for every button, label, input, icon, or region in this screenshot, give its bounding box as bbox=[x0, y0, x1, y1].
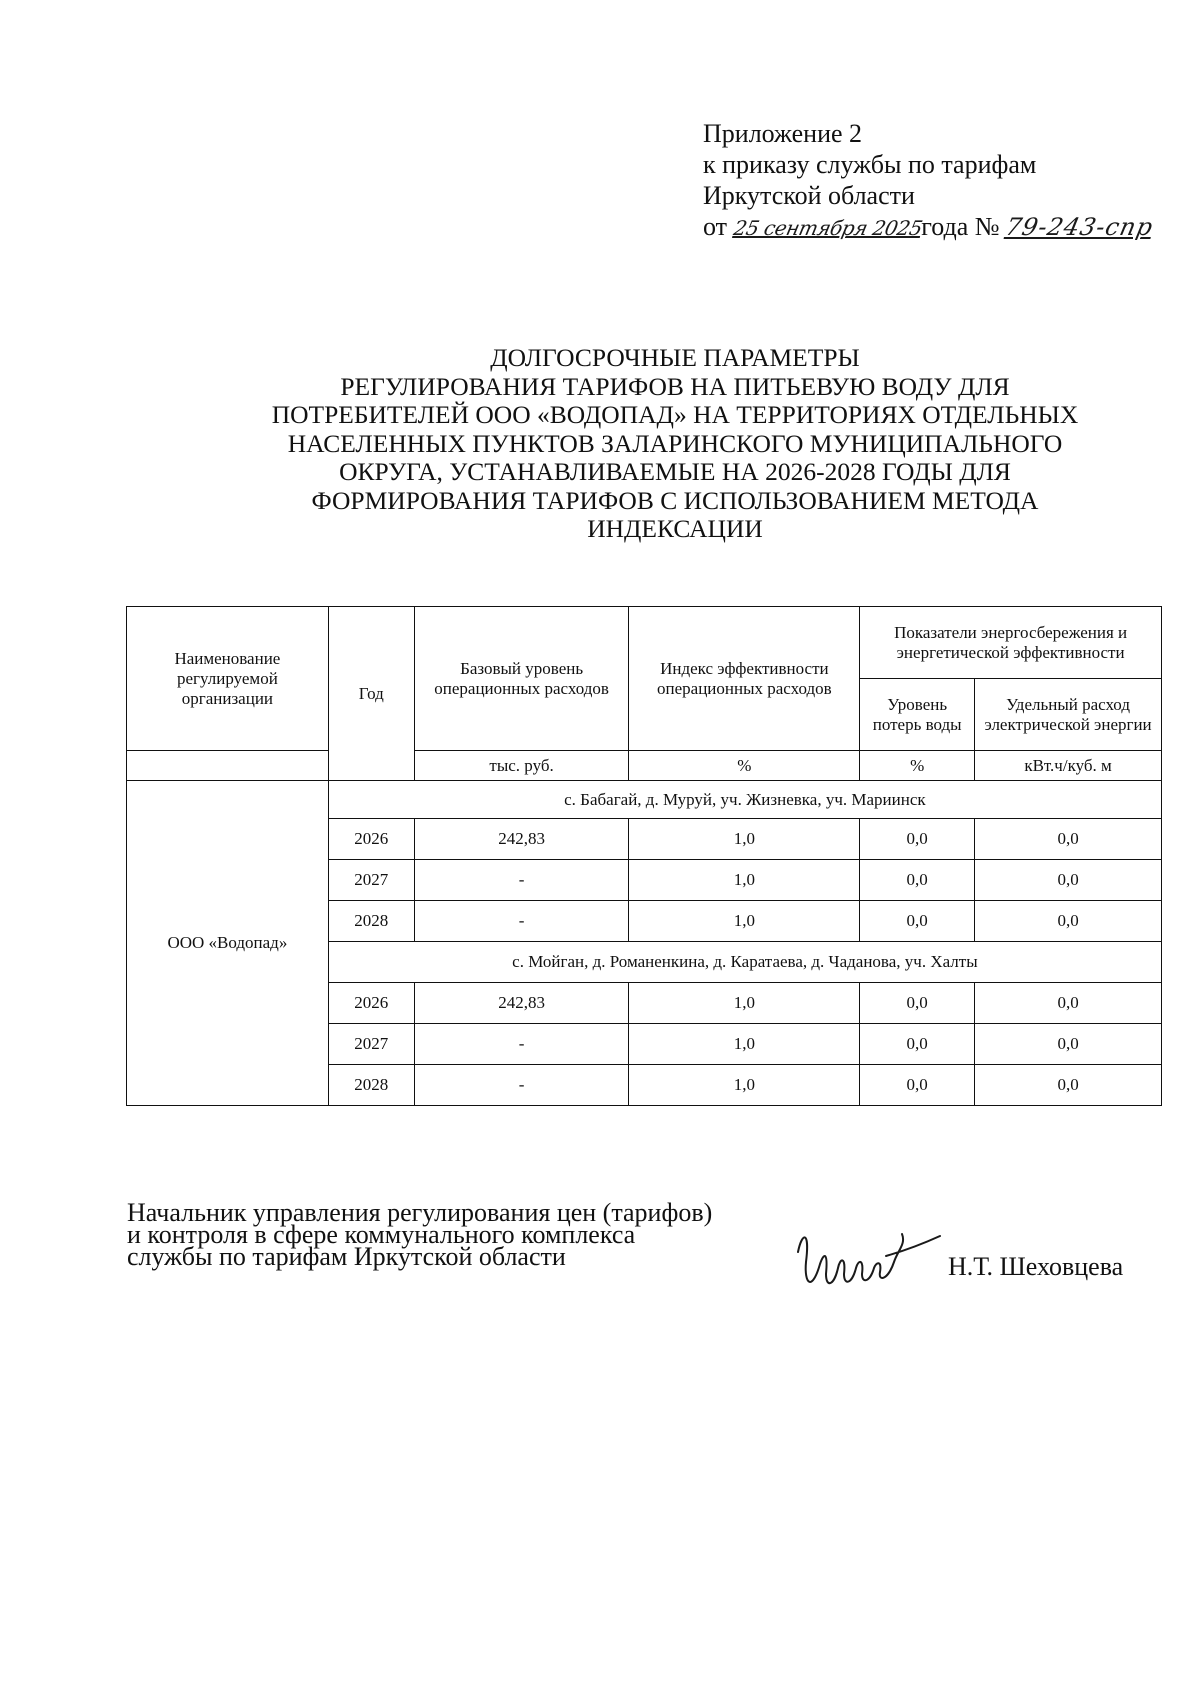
cell-loss: 0,0 bbox=[860, 819, 975, 860]
title-line-4: НАСЕЛЕННЫХ ПУНКТОВ ЗАЛАРИНСКОГО МУНИЦИПАЛЬНОГО bbox=[287, 428, 1063, 458]
cell-base: - bbox=[414, 901, 629, 942]
title-line-2: РЕГУЛИРОВАНИЯ ТАРИФОВ НА ПИТЬЕВУЮ ВОДУ ДЛЯ bbox=[340, 371, 1010, 401]
signature-line-3: службы по тарифам Иркутской области bbox=[127, 1242, 566, 1271]
parameters-table bbox=[126, 606, 1162, 1106]
cell-base: - bbox=[414, 1024, 629, 1065]
unit-efficiency-index: % bbox=[629, 751, 860, 781]
unit-water-loss: % bbox=[860, 751, 975, 781]
cell-specific: 0,0 bbox=[975, 1065, 1162, 1106]
handwritten-order-number: 79-243-спр bbox=[1003, 213, 1157, 241]
header-organization: Наименование регулируемой организации bbox=[127, 607, 329, 751]
cell-loss: 0,0 bbox=[860, 983, 975, 1024]
cell-base: 242,83 bbox=[414, 819, 629, 860]
header-specific-consumption: Удельный расход электрической энергии bbox=[975, 679, 1162, 751]
signature-block bbox=[127, 1198, 713, 1271]
header-water-loss: Уровень потерь воды bbox=[860, 679, 975, 751]
signer-name: Н.Т. Шеховцева bbox=[948, 1252, 1124, 1281]
unit-base-level: тыс. руб. bbox=[414, 751, 629, 781]
appendix-line-3: Иркутской области bbox=[703, 181, 915, 210]
cell-index: 1,0 bbox=[629, 860, 860, 901]
title-line-7: ИНДЕКСАЦИИ bbox=[587, 514, 763, 543]
cell-year: 2027 bbox=[328, 860, 414, 901]
cell-loss: 0,0 bbox=[860, 901, 975, 942]
title-line-6: ФОРМИРОВАНИЯ ТАРИФОВ С ИСПОЛЬЗОВАНИЕМ МЕТОДА bbox=[311, 485, 1039, 515]
cell-loss: 0,0 bbox=[860, 860, 975, 901]
cell-year: 2026 bbox=[328, 983, 414, 1024]
unit-organization-empty bbox=[127, 751, 329, 781]
title-line-5: ОКРУГА, УСТАНАВЛИВАЕМЫЕ НА 2026-2028 ГОДЫ ДЛЯ bbox=[339, 457, 1011, 486]
unit-specific-consumption: кВт.ч/куб. м bbox=[975, 751, 1162, 781]
handwritten-date: 25 сентября 2025 bbox=[731, 216, 924, 240]
document-title bbox=[175, 344, 1175, 544]
date-prefix: от bbox=[703, 212, 728, 241]
cell-specific: 0,0 bbox=[975, 860, 1162, 901]
cell-index: 1,0 bbox=[629, 983, 860, 1024]
header-base-level: Базовый уровень операционных расходов bbox=[414, 607, 629, 751]
appendix-line-1: Приложение 2 bbox=[703, 119, 863, 148]
cell-year: 2026 bbox=[328, 819, 414, 860]
signature-line-2: и контроля в сфере коммунального комплекса bbox=[127, 1220, 636, 1249]
cell-year: 2028 bbox=[328, 901, 414, 942]
cell-specific: 0,0 bbox=[975, 1024, 1162, 1065]
cell-year: 2028 bbox=[328, 1065, 414, 1106]
cell-index: 1,0 bbox=[629, 1065, 860, 1106]
cell-index: 1,0 bbox=[629, 819, 860, 860]
cell-index: 1,0 bbox=[629, 901, 860, 942]
cell-base: 242,83 bbox=[414, 983, 629, 1024]
cell-specific: 0,0 bbox=[975, 819, 1162, 860]
cell-specific: 0,0 bbox=[975, 901, 1162, 942]
year-word: года № bbox=[921, 212, 1000, 241]
title-line-1: ДОЛГОСРОЧНЫЕ ПАРАМЕТРЫ bbox=[490, 343, 860, 372]
header-year: Год bbox=[328, 607, 414, 781]
header-efficiency-index: Индекс эффективности операционных расходов bbox=[629, 607, 860, 751]
cell-index: 1,0 bbox=[629, 1024, 860, 1065]
locality-row: с. Бабагай, д. Муруй, уч. Жизневка, уч. Мариинск bbox=[328, 781, 1161, 819]
cell-loss: 0,0 bbox=[860, 1065, 975, 1106]
cell-year: 2027 bbox=[328, 1024, 414, 1065]
signature-line-1: Начальник управления регулирования цен (тарифов) bbox=[127, 1198, 713, 1227]
appendix-order-line bbox=[703, 211, 1157, 244]
handwritten-signature bbox=[790, 1222, 950, 1302]
title-line-3: ПОТРЕБИТЕЛЕЙ ООО «ВОДОПАД» НА ТЕРРИТОРИЯХ ОТДЕЛЬНЫХ bbox=[271, 400, 1079, 429]
organization-name: ООО «Водопад» bbox=[127, 781, 329, 1106]
cell-loss: 0,0 bbox=[860, 1024, 975, 1065]
cell-specific: 0,0 bbox=[975, 983, 1162, 1024]
appendix-block bbox=[703, 118, 1157, 244]
cell-base: - bbox=[414, 1065, 629, 1106]
header-energy-indicators: Показатели энергосбережения и энергетической эффективности bbox=[860, 607, 1162, 679]
cell-base: - bbox=[414, 860, 629, 901]
appendix-line-2: к приказу службы по тарифам bbox=[703, 150, 1037, 179]
locality-row: с. Мойган, д. Романенкина, д. Каратаева, д. Чаданова, уч. Халты bbox=[328, 942, 1161, 983]
